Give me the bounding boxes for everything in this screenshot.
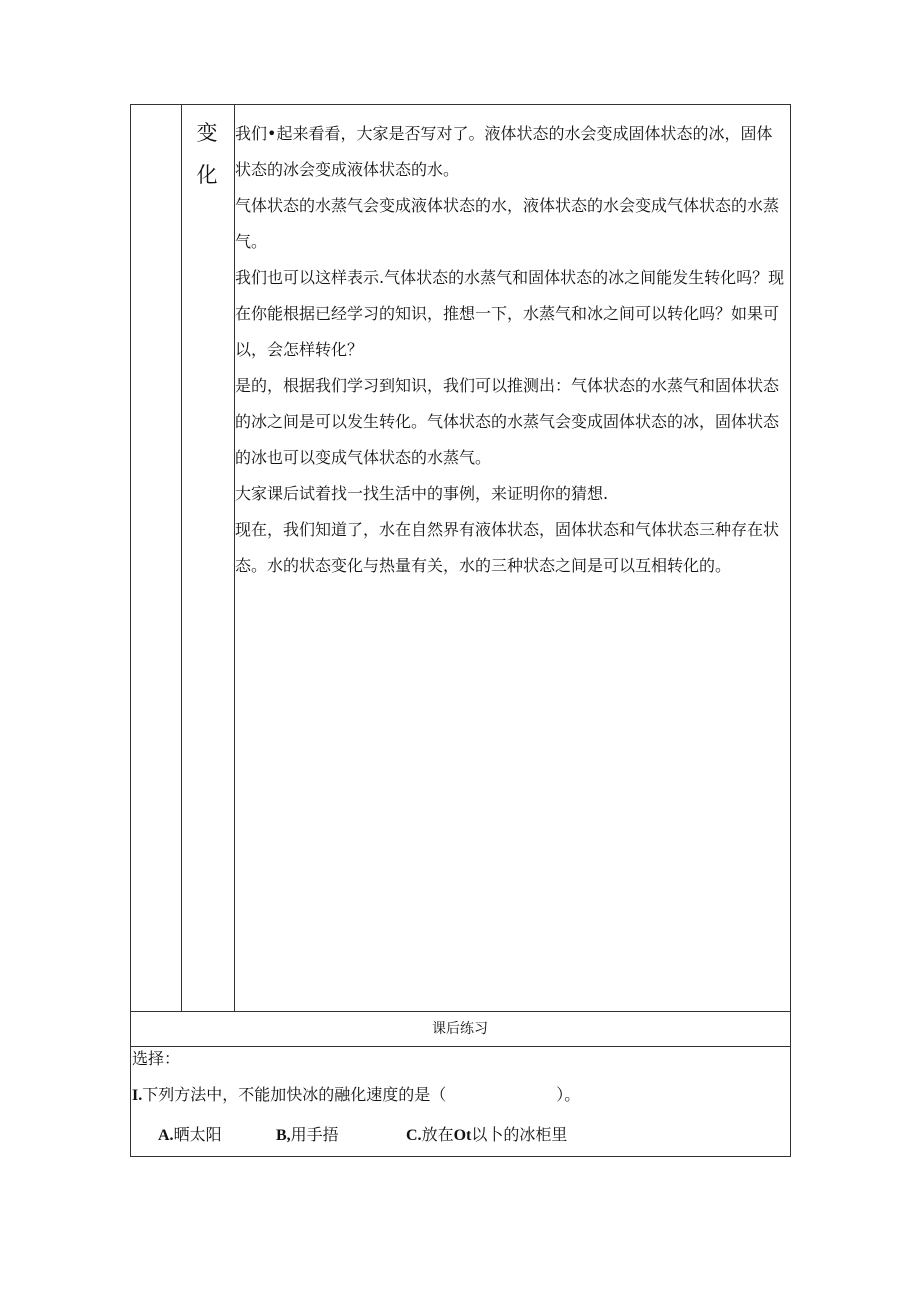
stage-label-char: 化: [196, 163, 218, 187]
stage-label-char: 变: [196, 121, 218, 145]
lesson-paragraph: 气体状态的水蒸气会变成液体状态的水，液体状态的水会变成气体状态的水蒸气。: [235, 196, 780, 251]
option-letter: A.: [158, 1127, 174, 1144]
lesson-paragraph: 我们也可以这样表示.气体状态的水蒸气和固体状态的冰之间能发生转化吗？现在你能根据已经学习的知识，推想一下，水蒸气和冰之间可以转化吗？如果可以，会怎样转化？: [235, 268, 785, 359]
option-text: 用手捂: [290, 1125, 339, 1144]
question-text: 下列方法中，不能加快冰的融化速度的是（: [142, 1085, 447, 1104]
stage-label: [181, 112, 233, 196]
option-c: [406, 1124, 567, 1147]
question-number: I.: [132, 1087, 143, 1104]
answer-options: [158, 1124, 567, 1147]
table-left-border: [130, 104, 131, 1157]
option-letter: C.: [406, 1127, 422, 1144]
exercise-question: [132, 1084, 580, 1107]
table-bottom-border: [130, 1156, 791, 1157]
lesson-paragraph: 是的，根据我们学习到知识，我们可以推测出：气体状态的水蒸气和固体状态的冰之间是可以发生转化。气体状态的水蒸气会变成固体状态的冰，固体状态的冰也可以变成气体状态的水蒸气。: [235, 376, 780, 467]
option-temperature: Ot: [453, 1127, 472, 1144]
section-title: 课后练习: [432, 1021, 488, 1037]
lesson-content: [235, 116, 788, 584]
lesson-paragraph: 我们•起来看看，大家是否写对了。液体状态的水会变成固体状态的冰，固体状态的冰会变成液体状态的水。: [235, 124, 773, 179]
table-top-border: [130, 104, 791, 105]
option-text: 晒太阳: [173, 1125, 222, 1144]
exercise-heading: 选择：: [132, 1049, 181, 1068]
label-column-left-border: [181, 104, 182, 1011]
option-text-rest: 以卜的冰柜里: [471, 1125, 568, 1144]
table-right-border: [790, 104, 791, 1157]
option-a: [158, 1124, 276, 1147]
lesson-paragraph: 大家课后试着找一找生活中的事例，来证明你的猜想.: [235, 484, 609, 503]
lesson-paragraph: 现在，我们知道了，水在自然界有液体状态，固体状态和气体状态三种存在状态。水的状态变化与热量有关，水的三种状态之间是可以互相转化的。: [235, 520, 780, 575]
section-divider-bottom: [130, 1046, 791, 1047]
option-letter: B,: [276, 1127, 291, 1144]
option-text: 放在: [421, 1125, 454, 1144]
option-b: [276, 1124, 406, 1147]
question-end: ）。: [556, 1085, 581, 1104]
